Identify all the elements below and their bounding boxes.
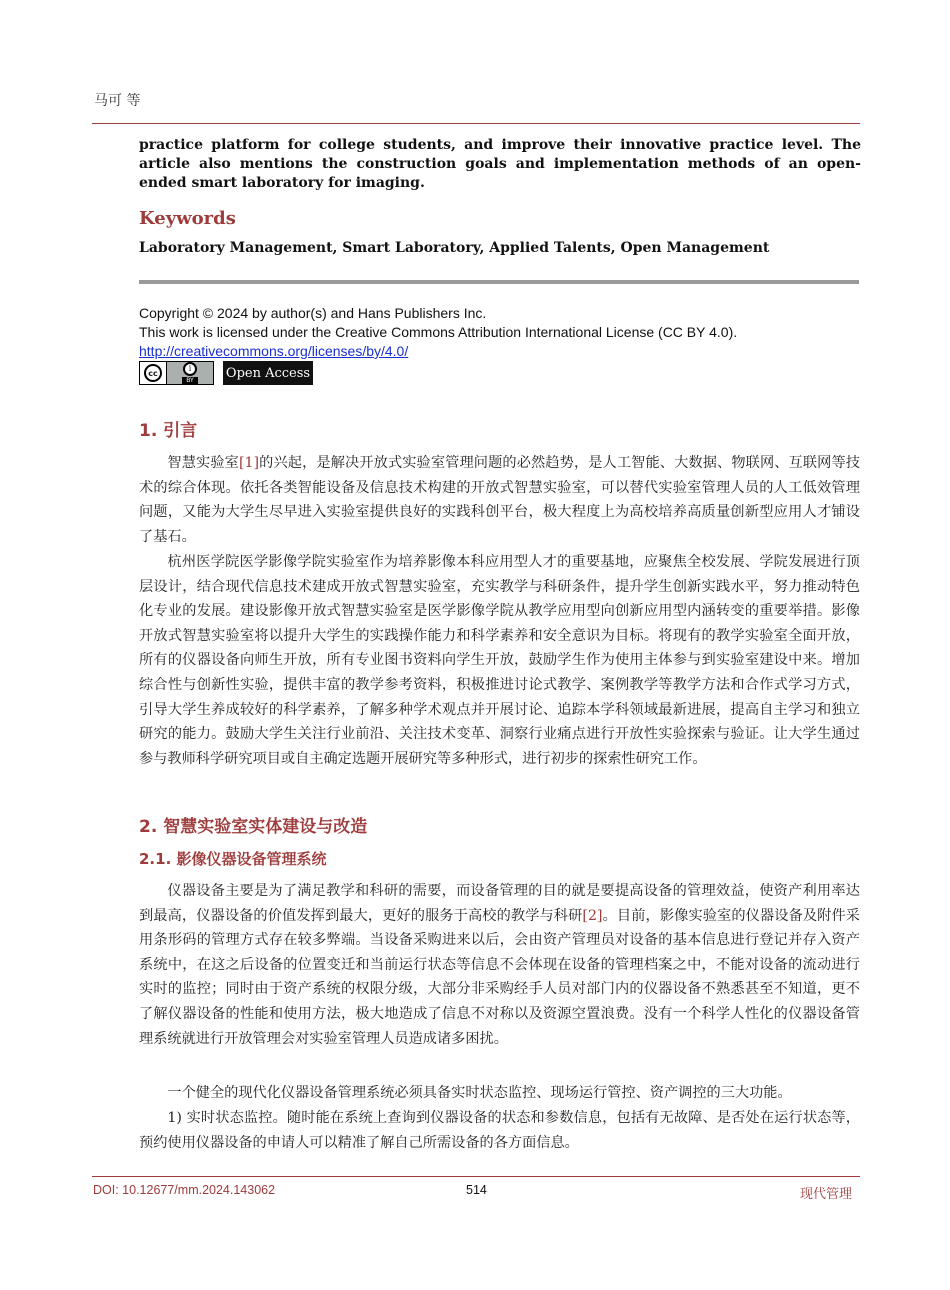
paragraph-3-text-a: 仪器设备主要是为了满足教学和科研的需要，而设备管理的目的就是要提高设备的管理效益，使资产利用率达到最高，仪器设备的价值发挥到最大，更好的服务于高校的教学与科研 <box>139 883 860 924</box>
section-1-title: 1. 引言 <box>139 421 198 441</box>
open-access-badge[interactable]: Open Access <box>223 361 313 385</box>
header-divider <box>92 123 860 124</box>
license-line: This work is licensed under the Creative Commons Attribution International License (CC BY 4.0). <box>139 324 738 340</box>
cc-icon <box>140 362 167 384</box>
paragraph-3 <box>139 879 860 1051</box>
section-2-title: 2. 智慧实验室实体建设与改造 <box>139 817 368 837</box>
paragraph-1-text-a: 智慧实验室 <box>167 455 239 471</box>
abstract-continuation: practice platform for college students, and improve their innovative practice level. The article also mentions the construction goals and implementation methods of an open-ended smart laboratory for imaging. <box>139 137 861 191</box>
copyright-line: Copyright © 2024 by author(s) and Hans Publishers Inc. <box>139 305 487 321</box>
cc-by-badge[interactable] <box>139 361 214 385</box>
paragraph-2: 杭州医学院医学影像学院实验室作为培养影像本科应用型人才的重要基地，应聚焦全校发展、学院发展进行顶层设计，结合现代信息技术建成开放式智慧实验室，充实教学与科研条件，提升学生创新实践水平，努力推动特色化专业的发展。建设影像开放式智慧实验室是医学影像学院从教学应用型向创新应用型内涵转变的重要举措。影像开放式智慧实验室将以提升大学生的实践操作能力和科学素养和安全意识为目标。将现有的教学实验室全面开放，所有的仪器设备向师生开放，所有专业图书资料向学生开放，鼓励学生作为使用主体参与到实验室建设中来。增加综合性与创新性实验，提供丰富的教学参考资料，积极推进讨论式教学、案例教学等教学方法和合作式学习方式，引导大学生养成较好的科学素养，了解多种学术观点并开展讨论、追踪本学科领域最新进展，提高自主学习和独立研究的能力。鼓励大学生关注行业前沿、关注技术变革、洞察行业痛点进行开放性实验探索与验证。让大学生通过参与教师科学研究项目或自主确定选题开展研究等多种形式，进行初步的探索性研究工作。 <box>139 554 860 767</box>
section-divider <box>139 280 859 284</box>
paragraph-1 <box>139 451 860 549</box>
paragraph-4: 一个健全的现代化仪器设备管理系统必须具备实时状态监控、现场运行管控、资产调控的三大功能。 <box>167 1085 792 1101</box>
cc-logo-circle: cc <box>144 364 162 382</box>
by-icon <box>167 362 213 384</box>
running-header-author: 马可 等 <box>94 93 141 109</box>
paragraph-3-text-b: 。目前，影像实验室的仪器设备及附件采用条形码的管理方式存在较多弊端。当设备采购进来以后，会由资产管理员对设备的基本信息进行登记并存入资产系统中，在这之后设备的位置变迁和当前运行状态等信息不会体现在设备的管理档案之中，不能对设备的流动进行实时的监控；同时由于资产系统的权限分级，大部分非采购经手人员对部门内的仪器设备不熟悉甚至不知道，更不了解仪器设备的性能和使用方法，极大地造成了信息不对称以及资源空置浪费。没有一个科学人性化的仪器设备管理系统就进行开放管理会对实验室管理人员造成诸多困扰。 <box>139 907 860 1047</box>
license-link[interactable]: http://creativecommons.org/licenses/by/4.0/ <box>139 343 409 359</box>
footer-divider <box>92 1176 860 1177</box>
paragraph-1-text-b: 的兴起，是解决开放式实验室管理问题的必然趋势，是人工智能、大数据、物联网、互联网等技术的综合体现。依托各类智能设备及信息技术构建的开放式智慧实验室，可以替代实验室管理人员的人工低效管理问题，又能为大学生尽早进入实验室提供良好的实践科创平台，极大程度上为高校培养高质量创新型应用人才铺设了基石。 <box>139 455 860 545</box>
keywords-list: Laboratory Management, Smart Laboratory, Applied Talents, Open Management <box>139 240 770 256</box>
paragraph-5: 1) 实时状态监控。随时能在系统上查询到仪器设备的状态和参数信息，包括有无故障、是否处在运行状态等，预约使用仪器设备的申请人可以精准了解自己所需设备的各方面信息。 <box>139 1110 860 1151</box>
footer-page-number: 514 <box>466 1183 487 1197</box>
keywords-heading: Keywords <box>139 208 236 229</box>
footer-doi[interactable]: DOI: 10.12677/mm.2024.143062 <box>93 1183 276 1197</box>
footer-journal-name: 现代管理 <box>800 1187 853 1202</box>
citation-1[interactable]: [1] <box>238 455 260 471</box>
by-label: BY <box>182 377 197 384</box>
person-icon: i <box>183 362 197 376</box>
subsection-2-1-title: 2.1. 影像仪器设备管理系统 <box>139 850 327 868</box>
citation-2[interactable]: [2] <box>582 907 603 924</box>
